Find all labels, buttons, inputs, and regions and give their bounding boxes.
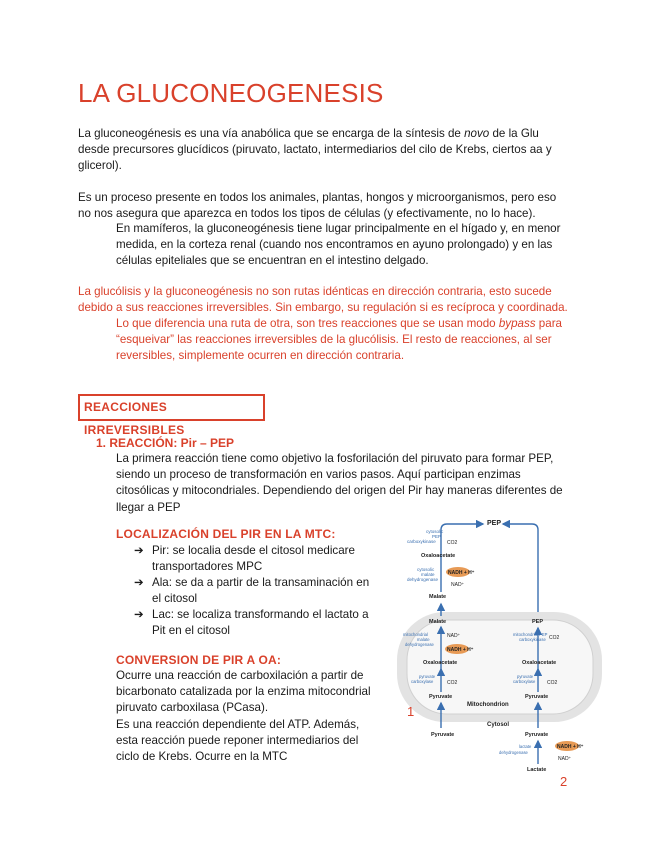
enzyme-label: carboxylase <box>411 679 434 684</box>
list-item: ➔ Pir: se localia desde el citosol medicare <box>134 544 355 557</box>
enzyme-label: carboxykinase <box>407 539 436 544</box>
enzyme-label: mitochondrial <box>403 632 428 637</box>
gluconeogenesis-pathway-diagram <box>395 512 610 792</box>
conversion-text: Ocurre una reacción de carboxilación a partir de bicarbonato catalizada por la enzima mitocondrial piruvato carboxilasa (PCasa). Es una reacción dependiente del ATP. Además, esta reacción puede reponer intermediarios del ciclo de Krebs. Ocurre en la MTC <box>116 669 371 764</box>
enzyme-label: pyruvate <box>419 674 436 679</box>
conversion-heading: CONVERSION DE PIR A OA: <box>116 653 282 667</box>
co2-label: CO2 <box>549 635 560 641</box>
presence-paragraph: Es un proceso presente en todos los animales, plantas, hongos y microorganismos, pero eso no nos asegura que aparezca en todos los tipos de células (y efectivamente, no lo hace). <box>78 191 557 221</box>
localizacion-list: ➔ Pir: se localia desde el citosol medicare transportadores MPC ➔ Ala: se da a partir de la transaminación en el citosol ➔ Lac: se localiza transformando el lactato a Pit en el citosol <box>134 544 370 637</box>
nad-label: NAD⁺ <box>451 582 465 588</box>
enzyme-label: dehydrogenase <box>499 750 528 755</box>
bypass-paragraph: Lo que diferencia una ruta de otra, son tres reacciones que se usan modo bypass para “esqueivar” las reacciones irreversibles de la glucólisis. El resto de reacciones, al ser reversibles, simplemente ocurren en dirección contraria. <box>116 317 563 363</box>
co2-label: CO2 <box>447 540 458 546</box>
arrow-right-icon: ➔ <box>134 544 144 557</box>
enzyme-label: carboxykinase <box>519 637 546 642</box>
pyruvate-cytosol-left-label: Pyruvate <box>431 732 455 738</box>
annotation-mark-1: 1 <box>407 704 415 719</box>
enzyme-label: PEP <box>432 534 442 539</box>
pyruvate-left-label: Pyruvate <box>429 694 453 700</box>
mitochondrion-label: Mitochondrion <box>467 702 509 708</box>
nad-label: NAD⁺ <box>447 633 461 639</box>
pep-top-label: PEP <box>487 520 502 527</box>
enzyme-label: dehydrogenase <box>407 577 439 582</box>
arrow-pep-transport <box>503 524 538 612</box>
cytosol-label: Cytosol <box>487 722 510 728</box>
reaction-1-heading: 1. REACCIÓN: Pir – PEP <box>96 436 235 450</box>
oxaloacetate-label: Oxaloacetate <box>421 553 456 559</box>
co2-label: CO2 <box>547 680 558 686</box>
nadh-label: NADH + H⁺ <box>448 570 475 576</box>
mammals-paragraph: En mamíferos, la gluconeogénesis tiene lugar principalmente en el hígado y, en menor medida, en la corteza renal (cuando nos encontramos en ayuno prolongado) y en las células epiteliales que se encuentran en el intestino delgado. <box>116 222 561 268</box>
enzyme-label: mitochondrial PEP <box>513 632 548 637</box>
localizacion-heading: LOCALIZACIÓN DEL PIR EN LA MTC: <box>116 527 336 541</box>
section-header-irreversible: REACCIONES IRREVERSIBLES <box>78 394 265 421</box>
list-item: ➔ Ala: se da a partir de la transaminación en <box>134 576 370 589</box>
co2-label: CO2 <box>447 680 458 686</box>
arrow-right-icon: ➔ <box>134 576 144 589</box>
arrow-right-icon: ➔ <box>134 608 144 621</box>
pyruvate-right-label: Pyruvate <box>525 694 549 700</box>
malate-cyt-label: Malate <box>429 594 447 600</box>
nad-label: NAD⁺ <box>558 756 572 762</box>
lactate-label: Lactate <box>527 767 547 773</box>
intro-paragraph: La gluconeogénesis es una vía anabólica que se encarga de la síntesis de novo de la Glu desde precursores glucídicos (piruvato, lactato, intermediarios del cilo de Krebs, ciertos aa y glicerol). <box>78 127 552 173</box>
enzyme-label: malate <box>417 637 430 642</box>
glycolysis-comparison-paragraph: La glucólisis y la gluconeogénesis no son rutas idénticas en dirección contraria, esto sucede debido a sus reacciones irreversibles. Sin embargo, su regulación si es recíproca y coordinada. <box>78 285 568 315</box>
list-item: ➔ Lac: se localiza transformando el lactato a <box>134 608 369 621</box>
malate-mito-label: Malate <box>429 619 447 625</box>
enzyme-label: dehydrogenase <box>405 642 434 647</box>
oxaloacetate-left-label: Oxaloacetate <box>423 660 458 666</box>
reaction-1-text: La primera reacción tiene como objetivo la fosforilación del piruvato para formar PEP, siendo un proceso de transformación en varios pasos. Aquí participan enzimas citosólicas y mitocondriales. Dependiendo del origen del Pir hay maneras diferentes de llegar a PEP <box>116 452 563 514</box>
pep-mito-label: PEP <box>532 619 544 625</box>
enzyme-label: malate <box>421 572 435 577</box>
enzyme-label: carboxylase <box>513 679 536 684</box>
nadh-label: NADH + H⁺ <box>447 647 474 653</box>
oxaloacetate-right-label: Oxaloacetate <box>522 660 557 666</box>
pyruvate-cytosol-right-label: Pyruvate <box>525 732 549 738</box>
enzyme-label: lactate <box>519 744 532 749</box>
nadh-label: NADH + H⁺ <box>557 744 584 750</box>
page-title: LA GLUCONEOGENESIS <box>78 78 384 108</box>
enzyme-label: cytosolic <box>426 529 444 534</box>
enzyme-label: cytosolic <box>417 567 435 572</box>
annotation-mark-2: 2 <box>560 774 568 789</box>
enzyme-label: pyruvate <box>517 674 534 679</box>
